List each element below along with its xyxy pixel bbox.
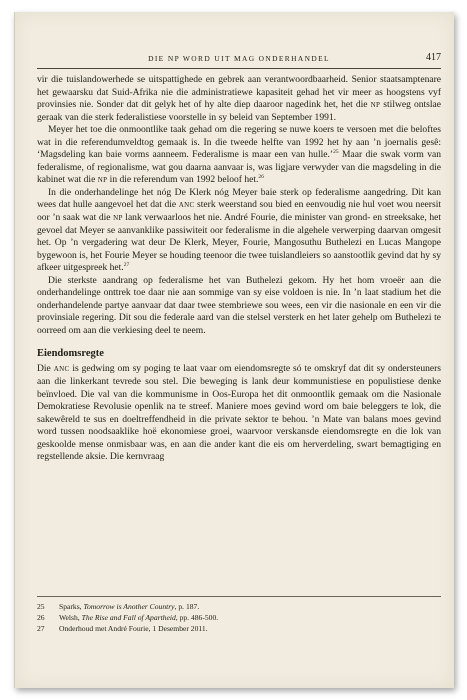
running-title: DIE NP WORD UIT MAG ONDERHANDEL [148,54,330,63]
abbrev-anc: anc [178,199,195,211]
body-text [37,74,441,464]
abbrev-np: np [97,174,108,186]
section-heading: Eiendomsregte [37,348,104,360]
paragraph-2: Meyer het toe die onmoontlike taak gehad om die regering se nuwe koers te versoen met die beloftes wat in die referendumveldtog gemaak is. In die tweede helfte van 1992 het hy aan ’n joernalis gesê: ‘Magsdeling kan baie vorms aanneem. Federalisme is maar een van hulle.’$^{25}$ Maar die swak vorm van federalisme, of regionalisme, wat gou daarna aanvaar is, was ligjare verwyder van die magsdeling in die kabinet wat die np in die referendum van 1992 beloof het.$^{26}$ [37,124,442,186]
header-rule [37,68,441,69]
running-head [37,52,441,66]
footnote-rule [37,596,441,597]
abbrev-anc: anc [53,363,70,375]
book-page [14,12,454,688]
footnote-ref-27: 27 [123,262,130,269]
paragraph-4: Die sterkste aandrang op federalisme het van Buthelezi gekom. Hy het hom vroeër aan die onderhandelinge onttrek toe daar nie aan sommige van sy eise voldoen is nie. In ’n laat stadium het die onderhandelende partye aanvaar dat daar twee stembriewe sou wees, een vir die nasionale en een vir die provinsiale regering. Dit sou die federale aard van die stelsel versterk en het later gehelp om Buthelezi te oorreed om aan die verkiesing deel te neem. [37,274,441,336]
footnotes [37,601,441,634]
footnote-27: 27 Onderhoud met André Fourie, 1 Desember 2011. [37,624,208,633]
abbrev-np: np [113,212,123,224]
abbrev-np: np [370,99,381,111]
paragraph-1: vir die tuislandowerhede se uitspattighede en gebrek aan verantwoordbaarheid. Senior staatsamptenare het gewaarsku dat Suid-Afrika nie die administratiewe kapasiteit gehad het vir meer as hoogstens vyf provinsies nie. Sonder dat dit gelyk het of hy alte diep daaroor nagedink het, het die np stilweg ontslae geraak van die sterk federalistiese voorstelle in sy beleid van September 1991. [37,74,442,123]
footnote-26: 26 Welsh, The Rise and Fall of Apartheid, pp. 486-500. [37,613,219,622]
footnote-25: 25 Sparks, Tomorrow is Another Country, p. 187. [37,602,200,611]
footnote-ref-25: 25 [333,149,339,156]
paragraph-3: In die onderhandelinge het nóg De Klerk nóg Meyer baie sterk op federalisme aangedring. Dit kan wees dat hulle aangevoel het dat die anc sterk weerstand sou bied en eenvoudig nie hul voet wou neersit oor ’n saak wat die np lank verwaarloos het nie. André Fourie, die minister van grond- en streeksake, het gevoel dat Meyer se aanvanklike passiwiteit oor federalisme in die algehele verwerping daarvan omgesit het. Op ’n vergadering wat deur De Klerk, Meyer, Fourie, Mangosuthu Buthelezi en Lucas Mangope bygewoon is, het Fourie Meyer se houding teenoor die twee tuislandleiers so aanstootlik gevind dat hy sy afkeer uitgespreek het.$^{27}$ [37,186,441,274]
paragraph-5: Die anc is gedwing om sy poging te laat vaar om eiendomsregte só te omskryf dat dit sy ondersteuners aan die linkerkant tevrede sou stel. Die beweging is lank deur kommunistiese en populistiese denke beïnvloed. Die val van die kommunisme in Oos-Europa het dit onmoontlik gemaak om die Nasionale Demokratiese Revolusie openlik na te streef. Maniere moes gevind word om baie beleggers te lok, die sakewêreld te sus en doeltreffendheid in die private sektor te behou. ’n Mate van balans moes gevind word tussen noodsaaklike hoë ekonomiese groei, waarvoor verskansde eiendomsregte en die lok van geskoolde mense onmisbaar was, en aan die ander kant die eis om herverdeling, swart bemagtiging en regstellende aksie. Die kernvraag [37,363,442,463]
footnote-ref-26: 26 [258,174,264,181]
page-number: 417 [426,52,441,63]
